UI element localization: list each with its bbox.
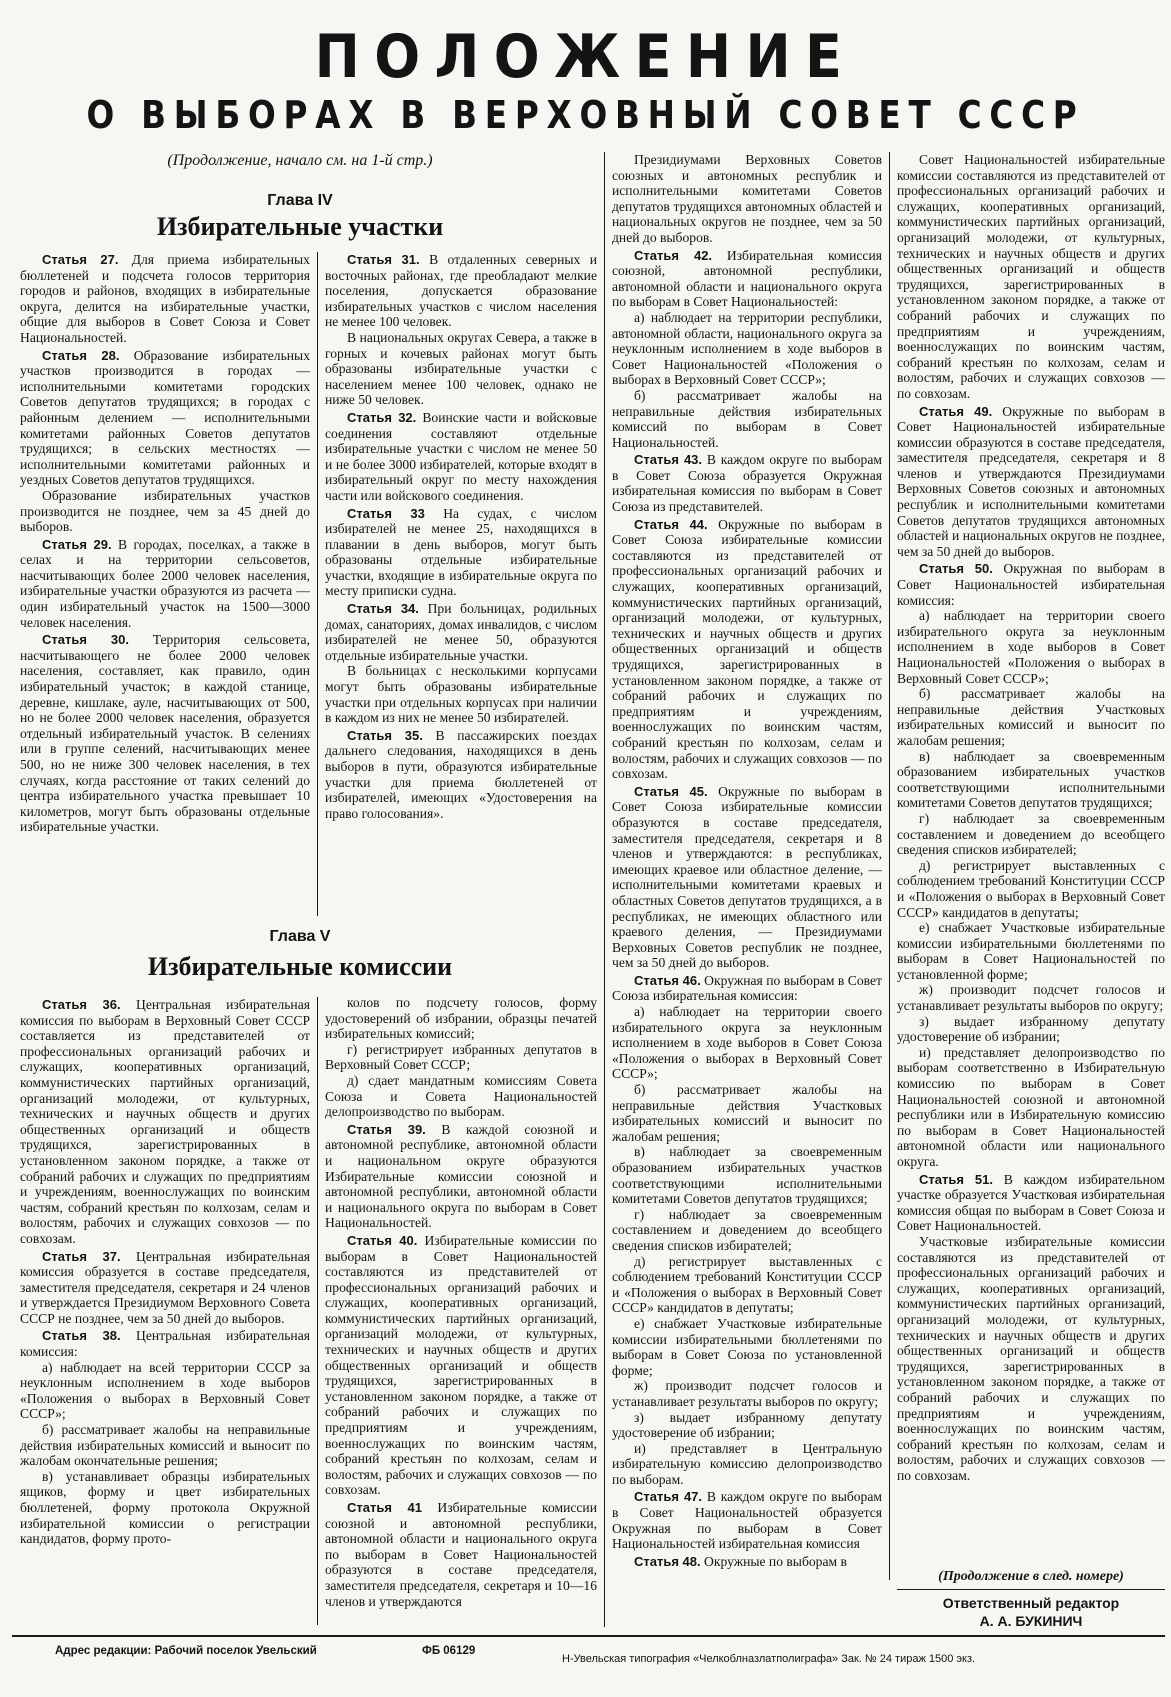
footer-code: ФБ 06129 bbox=[422, 1645, 476, 1657]
article-text: В каждой союзной и автономной республике, автономной области и национальном округе образуются Избирательные комиссии союзной и автономной республики, автономной области и национального округа по выборам в Совет Национальностей. bbox=[325, 1121, 597, 1231]
article-paragraph bbox=[325, 663, 597, 725]
article-paragraph bbox=[612, 1207, 882, 1254]
article-text: Избирательные комиссии союзной и автономной республики, автономной области и национального округа по выборам в Совет Национальностей образуются в составе председателя, заместителя председателя, секретаря и 10—16 членов и утверждаются bbox=[325, 1500, 597, 1609]
article-paragraph bbox=[897, 152, 1165, 402]
article-paragraph bbox=[612, 1144, 882, 1206]
article-heading: Статья 50. bbox=[919, 561, 993, 577]
article-text: и) представляет делопроизводство по выборам соответственно в Избирательную комиссию по выборам в Совет Национальностей союзной и автономной республики или в Избирательную комиссию по выборам в Совет Национальностей автономной области или национального округа. bbox=[897, 1044, 1165, 1169]
article-paragraph bbox=[897, 1234, 1165, 1484]
article-heading: Статья 35. bbox=[347, 727, 423, 743]
article-text: б) рассматривает жалобы на неправильные действия Участковых избирательных комиссий и выносит по жалобам решения; bbox=[897, 686, 1165, 748]
editor-name: А. А. БУКИНИЧ bbox=[979, 1613, 1083, 1629]
article-heading: Статья 51. bbox=[919, 1171, 993, 1187]
chapter-4-column-right bbox=[325, 250, 597, 920]
article-text: з) выдает избранному депутату удостоверение об избрании; bbox=[897, 1013, 1165, 1045]
article-text: Окружная по выборам в Совет Союза избирательная комиссия: bbox=[612, 972, 882, 1004]
article-text: Воинские части и войсковые соединения составляют отдельные избирательные участки с числом не менее 50 и не более 3000 избирателей, которые входят в избирательный округ по месту нахождения части или войскового соединения. bbox=[325, 409, 597, 503]
article-paragraph bbox=[612, 152, 882, 246]
article-text: В каждом округе по выборам в Совет Союза образуется Окружная избирательная комиссия по выборам в Совет Союза из представителей. bbox=[612, 452, 882, 515]
article-paragraph bbox=[612, 388, 882, 450]
article-text: В городах, поселках, а также в селах и на территории сельсоветов, насчитывающих более 2000 человек населения, избирательные участки образуются из расчета — один избирательный участок на 1500—3000 человек населения. bbox=[20, 536, 310, 630]
article-paragraph bbox=[20, 537, 310, 631]
article-text: колов по подсчету голосов, форму удостоверений об избрании, образцы печатей избирательных комиссий; bbox=[325, 995, 597, 1042]
article-heading: Статья 28. bbox=[42, 347, 120, 363]
article-text: На судах, с числом избирателей не менее 25, находящихся в плавании в день выборов, могут быть образованы отдельные избирательные участки, входящие в избирательные округа по месту приписки судна. bbox=[325, 505, 597, 599]
article-text: в) наблюдает за своевременным образованием избирательных участков соответствующими исполнительными комитетами Советов депутатов трудящихся; bbox=[612, 1144, 882, 1207]
article-paragraph bbox=[897, 811, 1165, 858]
article-text: При больницах, родильных домах, санаториях, домах инвалидов, с числом избирателей не менее 50, образуются отдельные избирательные участки. bbox=[325, 601, 597, 663]
article-paragraph bbox=[612, 1316, 882, 1378]
footer-printer: Н-Увельская типография «Челкоблназлатполиграфа» Зак. № 24 тираж 1500 экз. bbox=[562, 1653, 976, 1665]
article-text: Территория сельсовета, насчитывающего не более 2000 человек населения, составляет, как правило, один избирательный участок; в каждой станице, деревне, кишлаке, ауле, насчитывающих от 500, но не более 2000 человек населения, образуется отдельный избирательный участок. В селениях или в группе селений, насчитывающих менее 500, но не ниже 300 человек населения, в тех случаях, когда расстояние от таких селений до центра избирательного участка превышает 10 километров, могут быть образованы отдельные избирательные участки. bbox=[20, 632, 310, 835]
article-text: Окружные по выборам в bbox=[704, 1553, 847, 1569]
article-text: Центральная избирательная комиссия образуется в составе председателя, заместителя председателя, секретаря и 24 членов и утверждается Президиумом Верховного Совета СССР не позднее, чем за 50 дней до выборов. bbox=[20, 1248, 310, 1326]
article-paragraph bbox=[325, 601, 597, 663]
article-heading: Статья 33 bbox=[347, 505, 425, 521]
article-paragraph bbox=[325, 252, 597, 330]
article-paragraph bbox=[20, 1422, 310, 1469]
column-divider bbox=[604, 152, 605, 1627]
article-text: е) снабжает Участковые избирательные комиссии избирательными бюллетенями по выборам в Совет Национальностей по установленной форме; bbox=[897, 920, 1165, 982]
article-text: Окружные по выборам в Совет Союза избирательные комиссии составляются из представителей от профессиональных организаций рабочих и служащих, кооперативных организаций, коммунистических партийных организаций, организаций молодежи, от культурных, технических и научных обществ и других общественных организаций и обществ трудящихся, зарегистрированных в установленном законом порядке, а также от собраний рабочих и служащих по предприятиям и учреждениям, военнослужащих по воинским частям, собраний крестьян по колхозам, селам и волостям, рабочих и служащих совхозов — по совхозам. bbox=[612, 516, 882, 782]
note-rule bbox=[897, 1589, 1165, 1590]
article-paragraph bbox=[20, 488, 310, 535]
article-text: ж) производит подсчет голосов и устанавливает результаты выборов по округу; bbox=[612, 1378, 882, 1409]
article-text: б) рассматривает жалобы на неправильные действия избирательных комиссий и выносит по жалобам окончательные решения; bbox=[20, 1422, 310, 1469]
article-heading: Статья 31. bbox=[347, 252, 420, 267]
chapter-5-column-right bbox=[325, 995, 597, 1627]
article-text: а) наблюдает на территории своего избирательного округа за неуклонным исполнением в ходе выборов в Совет Союза «Положения о выборах в Верховный Совет СССР»; bbox=[612, 1004, 882, 1082]
article-text: б) рассматривает жалобы на неправильные действия избирательных комиссий по выборам в Совет Национальностей. bbox=[612, 387, 882, 450]
article-paragraph bbox=[897, 858, 1165, 920]
article-heading: Статья 27. bbox=[42, 252, 119, 267]
article-paragraph bbox=[325, 1233, 597, 1498]
article-paragraph bbox=[20, 632, 310, 835]
article-paragraph bbox=[20, 1328, 310, 1359]
article-paragraph bbox=[325, 1042, 597, 1073]
editor-block bbox=[897, 1594, 1165, 1630]
article-paragraph bbox=[897, 982, 1165, 1013]
article-text: ж) производит подсчет голосов и устанавливает результаты выборов по округу; bbox=[897, 982, 1165, 1014]
article-paragraph bbox=[325, 728, 597, 822]
article-paragraph bbox=[612, 1441, 882, 1488]
article-paragraph bbox=[612, 1554, 882, 1570]
article-heading: Статья 36. bbox=[42, 997, 121, 1012]
article-paragraph bbox=[325, 330, 597, 408]
column-4 bbox=[897, 152, 1165, 1566]
chapter-4-column-left bbox=[20, 250, 310, 920]
article-paragraph bbox=[612, 784, 882, 971]
continuation-note: (Продолжение, начало см. на 1-й стр.) bbox=[167, 152, 433, 169]
article-text: Президиумами Верховных Советов союзных и автономных республик и исполнительными комитетами Советов депутатов трудящихся автономных областей и национальных округов не позднее, чем за 50 дней до выборов. bbox=[612, 152, 882, 245]
article-paragraph bbox=[612, 973, 882, 1004]
page-subtitle: О ВЫБОРАХ В ВЕРХОВНЫЙ СОВЕТ СССР bbox=[86, 93, 1085, 137]
article-heading: Статья 39. bbox=[347, 1121, 426, 1137]
article-heading: Статья 41 bbox=[347, 1500, 422, 1515]
article-text: В отдаленных северных и восточных районах, где преобладают мелкие поселения, допускается образование избирательных участков с числом населения не менее 100 человек. bbox=[325, 252, 597, 330]
article-heading: Статья 46. bbox=[634, 972, 701, 988]
article-text: Окружные по выборам в Совет Национальностей избирательные комиссии образуются в составе председателя, заместителя председателя, секретаря и 8 членов и утверждаются Президиумами Верховных Советов союзных и автономных республик и исполнительными комитетами Советов депутатов трудящихся автономных областей и национальных округов не позднее, чем за 50 дней до выборов. bbox=[897, 403, 1165, 559]
article-text: Избирательная комиссия союзной, автономной республики, автономной области и национального округа по выборам в Совет Национальностей: bbox=[612, 247, 882, 310]
article-text: В каждом округе по выборам в Совет Национальностей образуется Окружная по выборам в Совет Национальностей избирательная комиссия bbox=[612, 1489, 882, 1552]
footer-rule bbox=[12, 1635, 1165, 1637]
article-text: Избирательные комиссии по выборам в Совет Национальностей составляются из представителей от профессиональных организаций рабочих и служащих, кооперативных организаций, коммунистических партийных организаций, организаций молодежи, от культурных, технических и научных обществ и других общественных организаций и обществ трудящихся, зарегистрированных в установленном законом порядке, а также от собраний рабочих и служащих по предприятиям и учреждениям, военнослужащих по воинским частям, собраний крестьян по колхозам, селам и волостям, рабочих и служащих совхозов — по совхозам. bbox=[325, 1232, 597, 1498]
article-text: Центральная избирательная комиссия: bbox=[20, 1328, 310, 1360]
article-text: б) рассматривает жалобы на неправильные действия Участковых избирательных комиссий и выносит по жалобам решения; bbox=[612, 1082, 882, 1144]
chapter-5-label: Глава V bbox=[269, 928, 331, 945]
article-paragraph bbox=[612, 517, 882, 782]
column-3 bbox=[612, 152, 882, 1627]
footer-address: Адрес редакции: Рабочий поселок Увельский bbox=[55, 1645, 317, 1657]
article-heading: Статья 44. bbox=[634, 516, 708, 532]
article-heading: Статья 47. bbox=[634, 1489, 703, 1505]
article-paragraph bbox=[325, 410, 597, 504]
article-heading: Статья 43. bbox=[634, 452, 703, 468]
article-paragraph bbox=[897, 749, 1165, 811]
article-paragraph bbox=[20, 252, 310, 346]
article-text: д) регистрирует выставленных с соблюдением требований Конституции СССР и «Положения о выборах в Верховный Совет СССР» кандидатов в депутаты; bbox=[612, 1253, 882, 1316]
article-text: Окружная по выборам в Совет Национальностей избирательная комиссия: bbox=[897, 561, 1165, 608]
article-heading: Статья 34. bbox=[347, 601, 419, 617]
article-text: а) наблюдает на территории республики, автономной области, национального округа за неуклонным исполнением в ходе выборов в Совет Национальностей «Положения о выборах в Верховный Совет СССР»; bbox=[612, 309, 882, 388]
article-paragraph bbox=[612, 1082, 882, 1144]
article-paragraph bbox=[20, 1360, 310, 1422]
article-paragraph bbox=[612, 1004, 882, 1082]
article-text: з) выдает избранному депутату удостоверение об избрании; bbox=[612, 1409, 882, 1441]
article-paragraph bbox=[897, 1014, 1165, 1045]
article-paragraph bbox=[612, 1410, 882, 1441]
article-text: д) регистрирует выставленных с соблюдением требований Конституции СССР и «Положения о выборах в Верховный Совет СССР» кандидатов в депутаты; bbox=[897, 857, 1165, 920]
article-paragraph bbox=[897, 561, 1165, 608]
article-paragraph bbox=[612, 248, 882, 310]
article-paragraph bbox=[897, 608, 1165, 686]
chapter-5-column-left bbox=[20, 995, 310, 1627]
article-paragraph bbox=[325, 1073, 597, 1120]
article-paragraph bbox=[20, 348, 310, 488]
column-divider bbox=[317, 997, 318, 1625]
continuation-bottom-note: (Продолжение в след. номере) bbox=[938, 1569, 1124, 1584]
article-paragraph bbox=[612, 1489, 882, 1551]
column-divider bbox=[317, 252, 318, 916]
article-text: Окружные по выборам в Совет Союза избирательные комиссии образуются в составе председателя, заместителя председателя, секретаря и 8 членов и утверждаются: в республиках, имеющих краевое или областное деление, — исполнительными комитетами краевых и областных Советов депутатов трудящихся, а в республиках, не имеющих областного или краевого деления, — Президиумами Верховных Советов республик не позднее, чем за 50 дней до выборов. bbox=[612, 783, 882, 971]
article-heading: Статья 49. bbox=[919, 403, 993, 419]
article-heading: Статья 42. bbox=[634, 247, 713, 263]
article-text: Образование избирательных участков производится не позднее, чем за 45 дней до выборов. bbox=[20, 487, 310, 535]
article-paragraph bbox=[612, 1378, 882, 1409]
article-paragraph bbox=[20, 1249, 310, 1327]
article-heading: Статья 40. bbox=[347, 1232, 418, 1248]
article-heading: Статья 37. bbox=[42, 1248, 121, 1264]
article-text: д) сдает мандатным комиссиям Совета Союза и Совета Национальностей делопроизводство по выборам. bbox=[325, 1072, 597, 1120]
article-text: В пассажирских поездах дальнего следования, находящихся в день выборов в пути, образуются избирательные участки для приема бюллетеней от избирателей, имеющих «Удостоверения на право голосования». bbox=[325, 727, 597, 821]
article-paragraph bbox=[325, 1500, 597, 1609]
article-text: а) наблюдает на территории своего избирательного округа за неуклонным исполнением в ходе выборов в Совет Национальностей «Положения о выборах в Верховный Совет СССР»; bbox=[897, 608, 1165, 686]
article-paragraph bbox=[325, 1122, 597, 1231]
article-paragraph bbox=[612, 452, 882, 514]
chapter-4-title: Избирательные участки bbox=[156, 212, 444, 241]
article-paragraph bbox=[612, 1254, 882, 1316]
article-heading: Статья 29. bbox=[42, 536, 112, 552]
article-paragraph bbox=[20, 997, 310, 1247]
article-heading: Статья 32. bbox=[347, 409, 417, 425]
article-text: Центральная избирательная комиссия по выборам в Верховный Совет СССР составляется из представителей от профессиональных организаций рабочих и служащих, кооперативных организаций, коммунистических партийных организаций, организаций молодежи, от культурных, технических и научных обществ и других общественных организаций и обществ трудящихся, зарегистрированных в установленном законом порядке, а также от собраний рабочих и служащих по предприятиям и учреждениям, военнослужащих по воинским частям, собраний крестьян по колхозам, селам и волостям, рабочих и служащих совхозов — по совхозам. bbox=[20, 997, 310, 1246]
article-text: Образование избирательных участков производится в городах — исполнительными комитетами городских Советов депутатов трудящихся; в городах с районным делением — исполнительными комитетами районных Советов депутатов трудящихся; в сельских местностях — исполнительными комитетами районных и уездных Советов депутатов трудящихся. bbox=[20, 347, 310, 488]
article-text: г) регистрирует избранных депутатов в Верховный Совет СССР; bbox=[325, 1041, 597, 1073]
article-heading: Статья 38. bbox=[42, 1328, 121, 1344]
page-title: ПОЛОЖЕНИЕ bbox=[314, 22, 857, 92]
article-heading: Статья 45. bbox=[634, 783, 708, 799]
article-paragraph bbox=[325, 995, 597, 1042]
chapter-5-title: Избирательные комиссии bbox=[147, 952, 453, 981]
article-text: а) наблюдает на всей территории СССР за неуклонным исполнением в ходе выборов «Положения о выборах в Верховный Совет СССР»; bbox=[20, 1359, 310, 1422]
article-text: Для приема избирательных бюллетеней и подсчета голосов территория городов и районов, входящих в избирательные округа, делится на избирательные участки, общие для выборов в Совет Союза и Совет Национальностей. bbox=[20, 252, 310, 345]
article-text: В каждом избирательном участке образуется Участковая избирательная комиссия общая по выборам в Совет Союза и Совет Национальностей. bbox=[897, 1171, 1165, 1234]
article-text: и) представляет в Центральную избирательную комиссию делопроизводство по выборам. bbox=[612, 1440, 882, 1487]
article-text: в) устанавливает образцы избирательных ящиков, форму и цвет избирательных бюллетеней, форму протокола Окружной избирательной комиссии о регистрации кандидатов, форму прото- bbox=[20, 1468, 310, 1547]
article-paragraph bbox=[20, 1469, 310, 1547]
article-paragraph bbox=[897, 686, 1165, 748]
column-divider bbox=[889, 152, 890, 1580]
article-paragraph bbox=[897, 1172, 1165, 1234]
article-text: е) снабжает Участковые избирательные комиссии избирательными бюллетенями по выборам в Совет Союза по установленной форме; bbox=[612, 1315, 882, 1378]
article-text: Участковые избирательные комиссии составляются из представителей от профессиональных организаций рабочих и служащих, кооперативных организаций, коммунистических партийных организаций, организаций молодежи, от культурных, технических и научных обществ и других общественных организаций и обществ трудящихся, зарегистрированных в установленном законом порядке, а также от собраний рабочих и служащих по предприятиям и учреждениям, военнослужащих по воинским частям, собраний крестьян по колхозам, селам и волостям, рабочих и служащих совхозов — по совхозам. bbox=[897, 1233, 1165, 1483]
article-heading: Статья 30. bbox=[42, 632, 129, 648]
article-paragraph bbox=[897, 920, 1165, 982]
article-text: Совет Национальностей избирательные комиссии составляются из представителей от профессиональных организаций рабочих и служащих, кооперативных организаций, коммунистических партийных организаций, организаций молодежи, от культурных, технических и научных обществ и других общественных организаций и обществ трудящихся, зарегистрированных в установленном законом порядке, а также от собраний рабочих и служащих по предприятиям и учреждениям, военнослужащих по воинским частям, собраний крестьян по колхозам, селам и волостям, рабочих и служащих совхозов — по совхозам. bbox=[897, 152, 1165, 401]
article-heading: Статья 48. bbox=[634, 1553, 701, 1569]
article-paragraph bbox=[897, 404, 1165, 560]
article-text: В больницах с несколькими корпусами могут быть образованы избирательные участки при отдельных корпусах при наличии в каждом из них не менее 50 избирателей. bbox=[325, 663, 597, 726]
article-text: г) наблюдает за своевременным составлением и доведением до всеобщего сведения списков избирателей; bbox=[897, 810, 1165, 858]
article-text: г) наблюдает за своевременным составлением и доведением до всеобщего сведения списков избирателей; bbox=[612, 1206, 882, 1253]
article-paragraph bbox=[612, 310, 882, 388]
chapter-4-label: Глава IV bbox=[267, 192, 333, 209]
article-text: В национальных округах Севера, а также в горных и кочевых районах могут быть образованы избирательные участки с населением менее 100 человек, однако не ниже 50 человек. bbox=[325, 329, 597, 408]
article-paragraph bbox=[325, 506, 597, 600]
editor-role: Ответственный редактор bbox=[942, 1595, 1120, 1611]
article-text: в) наблюдает за своевременным образованием избирательных участков соответствующими исполнительными комитетами Советов депутатов трудящихся; bbox=[897, 748, 1165, 811]
article-paragraph bbox=[897, 1045, 1165, 1170]
